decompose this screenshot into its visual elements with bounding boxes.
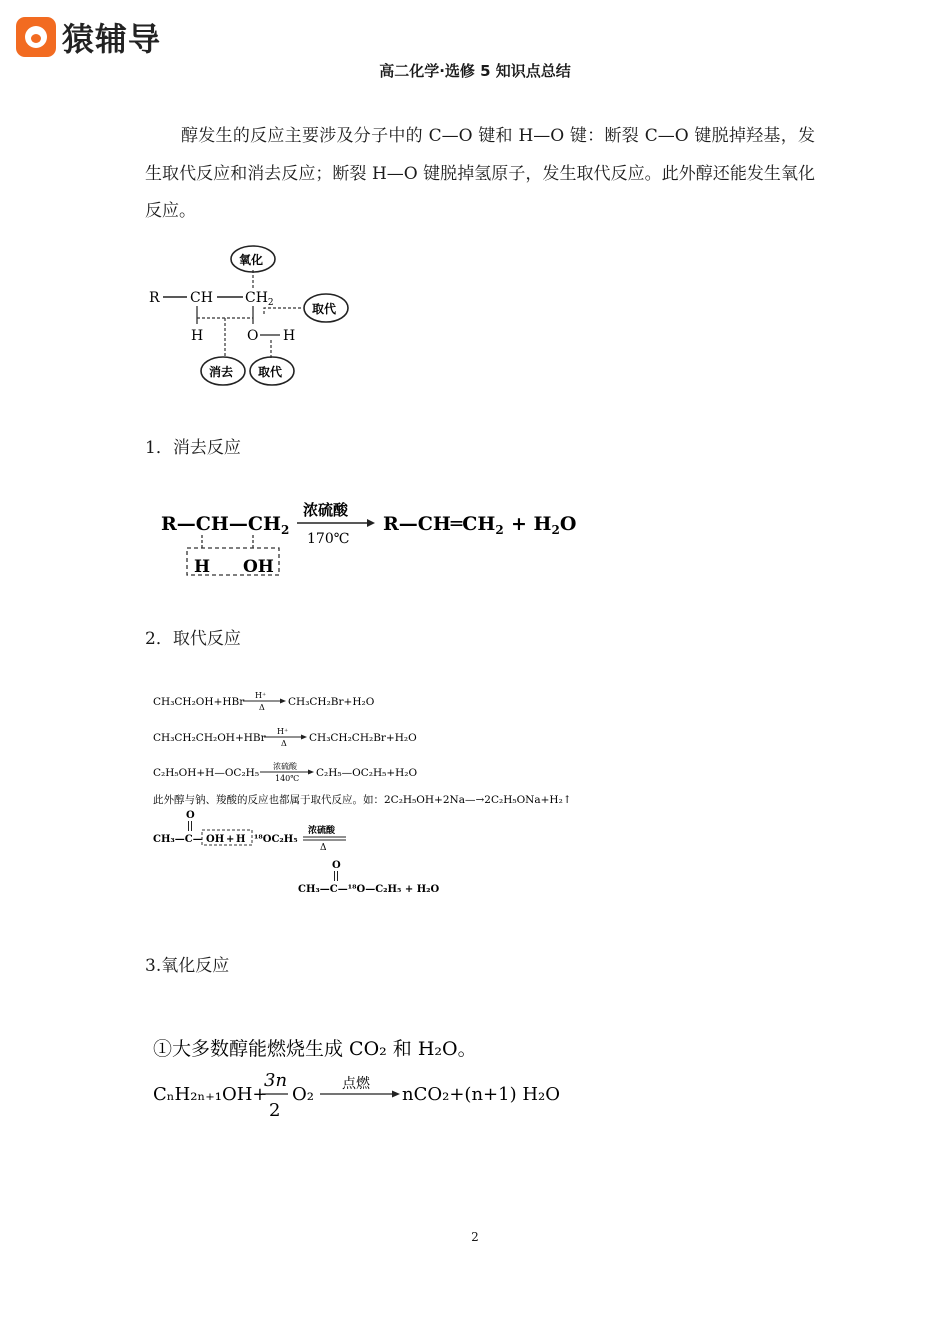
- substitution-block: [150, 688, 620, 898]
- product-formula: CH₃—C—¹⁸O—C₂H₅ + H₂O: [298, 884, 440, 895]
- subst-eq1-arrow-head: [280, 699, 286, 704]
- ester-left: CH₃—C—: [153, 834, 203, 845]
- subst-eq1-bottom: Δ: [259, 703, 265, 712]
- logo-text: 猿辅导: [62, 20, 162, 58]
- subst-eq3-right: C₂H₅—OC₂H₅+H₂O: [316, 767, 418, 779]
- ester-o: O: [186, 810, 195, 821]
- ox-cond: 点燃: [342, 1076, 370, 1092]
- oxidation-label: 氧化: [239, 253, 264, 267]
- elimination-label: 消去: [209, 365, 234, 379]
- heading-elimination: 1．消去反应: [145, 438, 241, 458]
- diagram-h: H: [191, 328, 204, 344]
- ox-frac-den: 2: [269, 1100, 281, 1121]
- elim-reactant: $R—CH—CH_2$: [161, 513, 290, 537]
- subst-eq2-bottom: Δ: [281, 739, 287, 748]
- subst-right-label: 取代: [312, 302, 337, 316]
- subst-eq2-top: H⁺: [277, 727, 289, 736]
- subst-eq3-bottom: 140℃: [275, 774, 300, 783]
- subst-eq3-arrow-head: [308, 770, 314, 775]
- subst-eq1-top: H⁺: [255, 691, 267, 700]
- diagram-o: O: [247, 328, 259, 344]
- ester-plus: +: [226, 834, 235, 845]
- elim-product: $R—CH═CH_2$: [383, 513, 504, 537]
- subst-eq2-arrow-head: [301, 735, 307, 740]
- subst-eq2-left: CH₃CH₂CH₂OH+HBr: [153, 732, 266, 744]
- elim-cond-bottom: 170℃: [307, 531, 350, 547]
- ox-arrow-head: [392, 1091, 400, 1098]
- subst-eq3-top: 浓硫酸: [273, 762, 297, 771]
- subst-eq3-left: C₂H₅OH+H—OC₂H₅: [153, 767, 260, 779]
- ox-statement: ①大多数醇能燃烧生成 CO₂ 和 H₂O。: [153, 1038, 477, 1060]
- ox-left: CₙH₂ₙ₊₁OH+: [153, 1084, 268, 1105]
- elim-h: H: [194, 557, 211, 577]
- oxidation-block: [150, 1028, 570, 1128]
- ox-right: nCO₂+(n+1) H₂O: [402, 1084, 560, 1105]
- heading-oxidation: 3.氧化反应: [145, 956, 230, 976]
- logo: [16, 14, 161, 60]
- elimination-equation: [155, 490, 585, 585]
- ester-oh: OH: [206, 834, 225, 845]
- subst-bottom-label: 取代: [258, 365, 283, 379]
- ox-o2: O₂: [292, 1084, 314, 1105]
- subst-eq2-right: CH₃CH₂CH₂Br+H₂O: [309, 732, 417, 744]
- dash-subst-right: [264, 308, 303, 314]
- subst-eq1-left: CH₃CH₂OH+HBr: [153, 696, 245, 708]
- intro-paragraph: 醇发生的反应主要涉及分子中的 C—O 键和 H—O 键：断裂 C—O 键脱掉羟基，发生取代反应和消去反应；断裂 H—O 键脱掉氢原子，发生取代反应。此外醇还能发生氧化反应。: [145, 126, 815, 221]
- diagram-ch2: $CH_2$: [245, 290, 274, 308]
- logo-icon: [16, 17, 56, 57]
- ox-frac-num: 3n: [264, 1070, 288, 1091]
- diagram-h2: H: [283, 328, 296, 344]
- product-o: O: [332, 860, 341, 871]
- elim-water: + $H_2O$: [511, 513, 577, 537]
- elim-oh: OH: [243, 557, 274, 577]
- ester-o18: ¹⁸OC₂H₅: [254, 834, 298, 845]
- bond-diagram: [145, 240, 365, 395]
- elim-arrow-head: [367, 519, 375, 527]
- header-title: 高二化学·选修 5 知识点总结: [379, 62, 571, 80]
- elim-cond-top: 浓硫酸: [303, 501, 349, 519]
- ester-h: H: [236, 834, 246, 845]
- diagram-r: R: [149, 290, 160, 306]
- diagram-ch: CH: [190, 290, 213, 306]
- page-number: 2: [471, 1230, 479, 1244]
- heading-substitution: 2．取代反应: [145, 629, 241, 649]
- ester-cond-bottom: Δ: [320, 843, 327, 853]
- subst-note: 此外醇与钠、羧酸的反应也都属于取代反应。如：2C₂H₅OH+2Na—→2C₂H₅ONa+H₂↑: [153, 794, 572, 806]
- subst-eq1-right: CH₃CH₂Br+H₂O: [288, 696, 375, 708]
- ester-cond-top: 浓硫酸: [308, 826, 336, 836]
